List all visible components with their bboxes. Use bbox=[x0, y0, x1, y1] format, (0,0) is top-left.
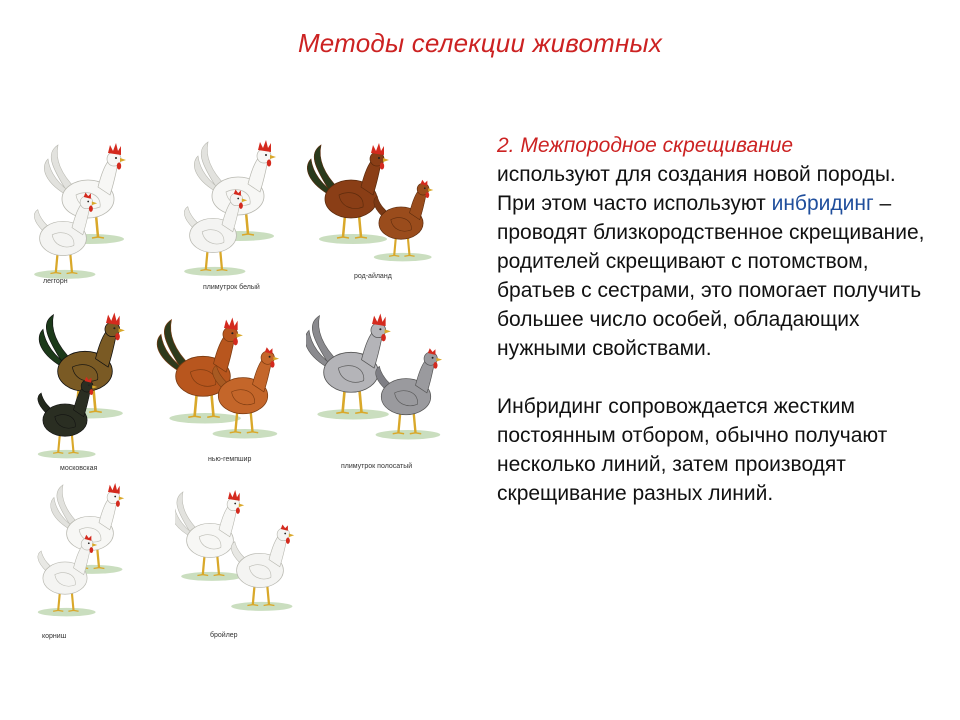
breed-label: леггорн bbox=[43, 278, 68, 285]
term-inbreeding: инбридинг bbox=[771, 192, 874, 215]
breed-tile bbox=[163, 130, 293, 295]
hen-figure bbox=[231, 525, 294, 611]
breed-tile bbox=[306, 306, 454, 471]
hen-figure bbox=[374, 180, 434, 262]
rooster-figure bbox=[175, 490, 244, 581]
breed-label: плимутрок полосатый bbox=[341, 463, 413, 470]
chicken-illustration bbox=[20, 478, 138, 643]
description-text bbox=[497, 131, 937, 508]
breed-label: нью-гемпшир bbox=[208, 456, 252, 463]
section-heading: 2. Межпородное скрещивание bbox=[497, 134, 794, 157]
chicken-illustration bbox=[20, 305, 138, 475]
chicken-illustration bbox=[175, 480, 295, 640]
hen-figure bbox=[38, 535, 98, 617]
paragraph-1-rest: – проводят близкородственное скрещивание, родителей скрещивают с потомством, братьев с сестрами, это помогает получить большее число особей, обладающих нужными свойствами. bbox=[497, 192, 925, 360]
chicken-illustration bbox=[306, 306, 454, 471]
breed-label: бройлер bbox=[210, 632, 238, 639]
slide-title: Методы селекции животных bbox=[297, 28, 663, 58]
paragraph-1-text: используют для создания новой породы. При этом часто используют bbox=[497, 163, 896, 215]
breed-label: московская bbox=[60, 465, 98, 472]
rooster-figure bbox=[306, 314, 391, 420]
breed-label: род-айланд bbox=[354, 273, 392, 280]
chicken-illustration bbox=[18, 128, 148, 293]
breed-tile bbox=[18, 128, 148, 293]
breed-tile bbox=[175, 480, 295, 640]
breed-label: корниш bbox=[42, 633, 67, 640]
chicken-illustration bbox=[163, 130, 293, 295]
breed-tile bbox=[20, 478, 138, 643]
breed-tile bbox=[20, 305, 138, 475]
paragraph-1 bbox=[497, 131, 937, 363]
chicken-illustration bbox=[306, 138, 446, 283]
breed-label: плимутрок белый bbox=[203, 284, 260, 291]
hen-figure bbox=[376, 348, 443, 439]
paragraph-2: Инбридинг сопровождается жестким постоянным отбором, обычно получают несколько линий, затем производят скрещивание разных линий. bbox=[497, 395, 888, 505]
rooster-figure bbox=[307, 143, 389, 244]
breed-tile bbox=[148, 310, 293, 465]
breed-tile bbox=[306, 138, 446, 283]
chicken-illustration bbox=[148, 310, 293, 465]
